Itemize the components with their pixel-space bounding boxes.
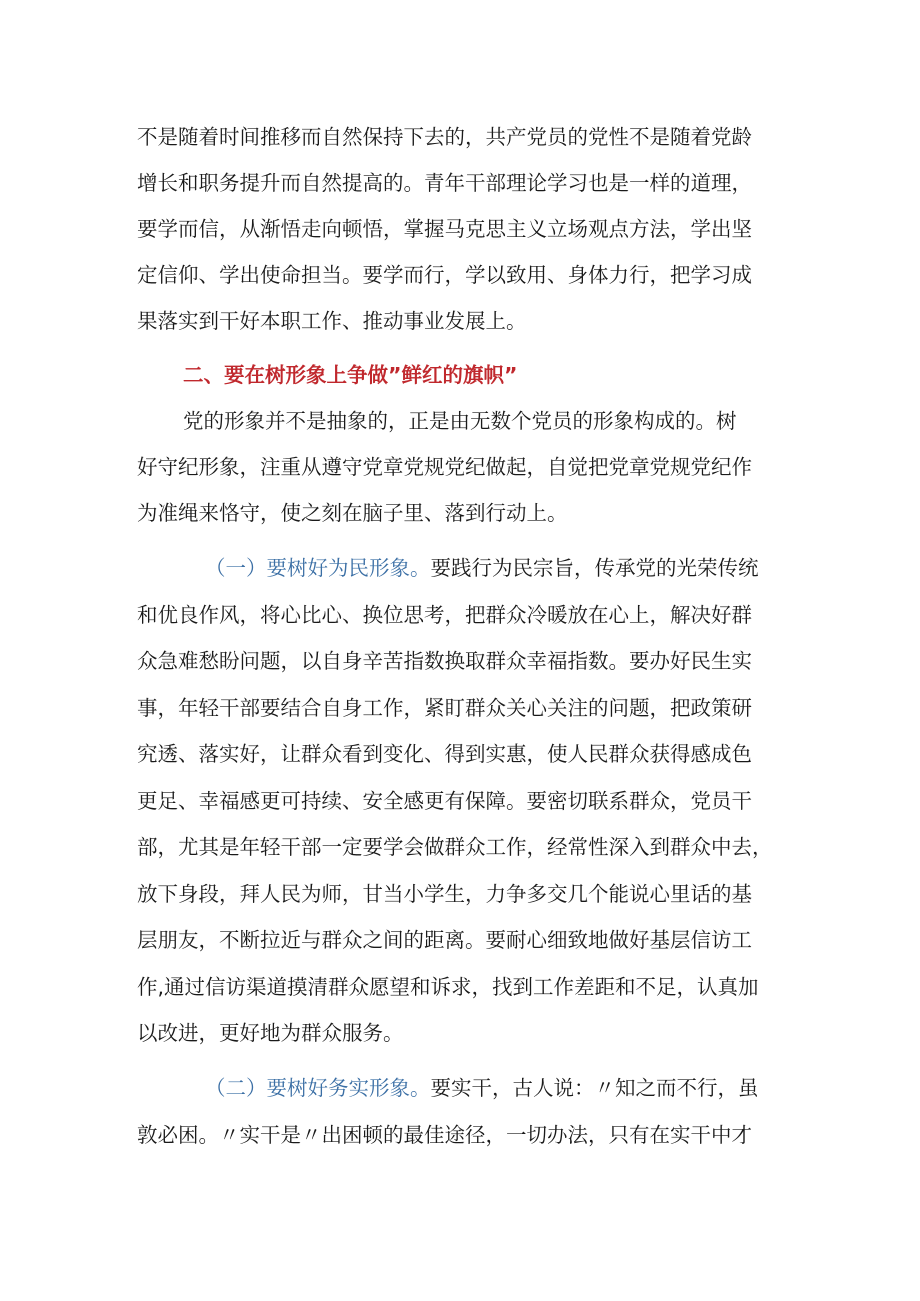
paragraph-text: 要践行为民宗旨，传承党的光荣传统: [430, 556, 759, 580]
paragraph-line: [205, 1068, 797, 1108]
subsection-title: （二）要树好务实形象。: [205, 1076, 431, 1100]
subsection-title: （一）要树好为民形象。: [205, 556, 431, 580]
paragraph-line: 敦必困。〃实干是〃出困顿的最佳途径，一切办法，只有在实干中才: [137, 1123, 752, 1147]
paragraph-line: 部，尤其是年轻干部一定要学会做群众工作，经常性深入到群众中去，: [137, 835, 773, 859]
paragraph-line: 为准绳来恪守，使之刻在脑子里、落到行动上。: [137, 501, 568, 525]
paragraph-line: 和优良作风，将心比心、换位思考，把群众冷暖放在心上，解决好群: [137, 603, 752, 627]
paragraph-line: 不是随着时间推移而自然保持下去的，共产党员的党性不是随着党龄: [137, 125, 752, 149]
paragraph-line: 定信仰、学出使命担当。要学而行，学以致用、身体力行，把学习成: [137, 263, 752, 287]
paragraph-line: 党的形象并不是抽象的，正是由无数个党员的形象构成的。树: [183, 409, 737, 433]
paragraph-line: 好守纪形象，注重从遵守党章党规党纪做起，自觉把党章党规党纪作: [137, 455, 752, 479]
paragraph-line: 众急难愁盼问题，以自身辛苦指数换取群众幸福指数。要办好民生实: [137, 649, 752, 673]
paragraph-line: 更足、幸福感更可持续、安全感更有保障。要密切联系群众，党员干: [137, 789, 752, 813]
paragraph-line: 层朋友，不断拉近与群众之间的距离。要耐心细致地做好基层信访工: [137, 928, 752, 952]
paragraph-line: 以改进，更好地为群众服务。: [137, 1021, 404, 1045]
paragraph-line: 放下身段，拜人民为师，甘当小学生，力争多交几个能说心里话的基: [137, 882, 752, 906]
paragraph-line: 事，年轻干部要结合自身工作，紧盯群众关心关注的问题，把政策研: [137, 696, 752, 720]
paragraph-line: 要学而信，从渐悟走向顿悟，掌握马克思主义立场观点方法，学出坚: [137, 217, 752, 241]
paragraph-line: 作,通过信访渠道摸清群众愿望和诉求，找到工作差距和不足，认真加: [137, 975, 759, 999]
paragraph-line: 究透、落实好，让群众看到变化、得到实惠，使人民群众获得感成色: [137, 742, 752, 766]
paragraph-line: 果落实到干好本职工作、推动事业发展上。: [137, 309, 527, 333]
paragraph-text: 要实干，古人说：〃知之而不行，虽: [430, 1076, 759, 1100]
paragraph-line: [205, 548, 797, 588]
section-heading: 二、要在树形象上争做”鲜红的旗帜”: [183, 363, 518, 387]
paragraph-line: 增长和职务提升而自然提高的。青年干部理论学习也是一样的道理，: [137, 171, 752, 195]
